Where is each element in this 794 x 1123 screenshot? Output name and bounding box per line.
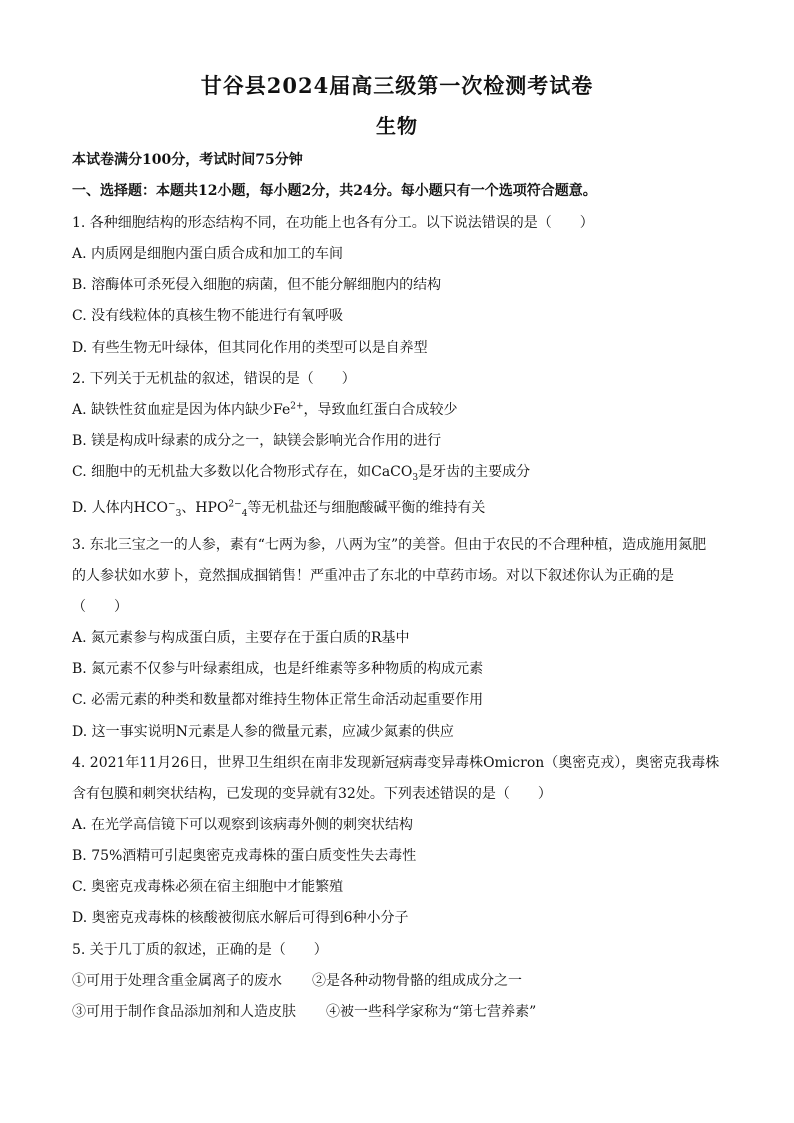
q2-c-text-post: 是牙齿的主要成分 — [418, 464, 531, 480]
q5-option-2: ②是各种动物骨骼的组成成分之一 — [312, 973, 522, 989]
q2-d-sup1: − — [168, 499, 176, 510]
q1-option-d: D. 有些生物无叶绿体，但其同化作用的类型可以是自养型 — [72, 340, 428, 356]
q3-stem-line3: （ ） — [72, 599, 128, 615]
q4-option-a: A. 在光学高信镜下可以观察到该病毒外侧的刺突状结构 — [72, 817, 414, 833]
q2-a-text: A. 缺铁性贫血症是因为体内缺少Fe — [72, 402, 291, 418]
q2-c-text: C. 细胞中的无机盐大多数以化合物形式存在，如CaCO — [72, 464, 413, 480]
q3-option-b: B. 氮元素不仅参与叶绿素组成，也是纤维素等多种物质的构成元素 — [72, 661, 484, 677]
q4-stem-line2: 含有包膜和刺突状结构，已发现的变异就有32处。下列表述错误的是（ ） — [72, 786, 552, 802]
q5-options-row1 — [72, 971, 754, 991]
q2-option-c — [72, 462, 754, 482]
q2-option-b: B. 镁是构成叶绿素的成分之一，缺镁会影响光合作用的进行 — [72, 433, 442, 449]
q5-option-3: ③可用于制作食品添加剂和人造皮肤 — [72, 1004, 296, 1020]
q4-option-c: C. 奥密克戎毒株必须在宿主细胞中才能繁殖 — [72, 879, 344, 895]
q2-option-a — [72, 400, 754, 420]
q2-c-sub: 3 — [412, 472, 419, 483]
q3-stem-line1: 3. 东北三宝之一的人参，素有“七两为参，八两为宝”的美誉。但由于农民的不合理种植，造成施用氮肥 — [72, 537, 707, 553]
q1-option-c: C. 没有线粒体的真核生物不能进行有氧呼吸 — [72, 308, 344, 324]
exam-title: 甘谷县2024届高三级第一次检测考试卷 — [200, 73, 594, 98]
q3-option-c: C. 必需元素的种类和数量都对维持生物体正常生命活动起重要作用 — [72, 692, 484, 708]
q2-a-sup: 2+ — [290, 401, 304, 412]
q2-d-text: D. 人体内HCO — [72, 500, 169, 516]
q4-stem-line1: 4. 2021年11月26日，世界卫生组织在南非发现新冠病毒变异毒株Omicron（奥密克戎），奥密克我毒株 — [72, 755, 720, 771]
subject-title: 生物 — [376, 114, 418, 138]
q2-option-d — [72, 498, 754, 518]
q2-d-sup2: 2− — [228, 499, 242, 510]
q4-option-b: B. 75%酒精可引起奥密克戎毒株的蛋白质变性失去毒性 — [72, 848, 417, 864]
q5-option-1: ①可用于处理含重金属离子的废水 — [72, 973, 282, 989]
section-heading: 一、选择题：本题共12小题，每小题2分，共24分。每小题只有一个选项符合题意。 — [72, 183, 597, 199]
q3-option-a: A. 氮元素参与构成蛋白质，主要存在于蛋白质的R基中 — [72, 630, 410, 646]
q5-stem: 5. 关于几丁质的叙述，正确的是（ ） — [72, 942, 328, 958]
exam-info: 本试卷满分100分，考试时间75分钟 — [72, 152, 303, 168]
q5-option-4: ④被一些科学家称为“第七营养素” — [326, 1004, 537, 1020]
q1-option-a: A. 内质网是细胞内蛋白质合成和加工的车间 — [72, 246, 344, 262]
q1-option-b: B. 溶酶体可杀死侵入细胞的病菌，但不能分解细胞内的结构 — [72, 277, 442, 293]
q2-d-text-mid: 、HPO — [181, 500, 229, 516]
q4-option-d: D. 奥密克戎毒株的核酸被彻底水解后可得到6种小分子 — [72, 910, 409, 926]
q2-a-text-post: ，导致血红蛋白合成较少 — [303, 402, 458, 418]
q3-option-d: D. 这一事实说明N元素是人参的微量元素，应减少氮素的供应 — [72, 724, 454, 740]
q2-d-sub2: 4 — [241, 508, 248, 519]
q2-d-sub1: 3 — [175, 508, 182, 519]
q3-stem-line2: 的人参状如水萝卜，竟然掴成掴销售！严重冲击了东北的中草药市场。对以下叙述你认为正确的是 — [72, 568, 674, 584]
q5-options-row2 — [72, 1002, 754, 1022]
q2-stem: 2. 下列关于无机盐的叙述，错误的是（ ） — [72, 371, 356, 387]
q1-stem: 1. 各种细胞结构的形态结构不同，在功能上也各有分工。以下说法错误的是（ ） — [72, 215, 594, 231]
q2-d-text-post: 等无机盐还与细胞酸碱平衡的维持有关 — [247, 500, 486, 516]
